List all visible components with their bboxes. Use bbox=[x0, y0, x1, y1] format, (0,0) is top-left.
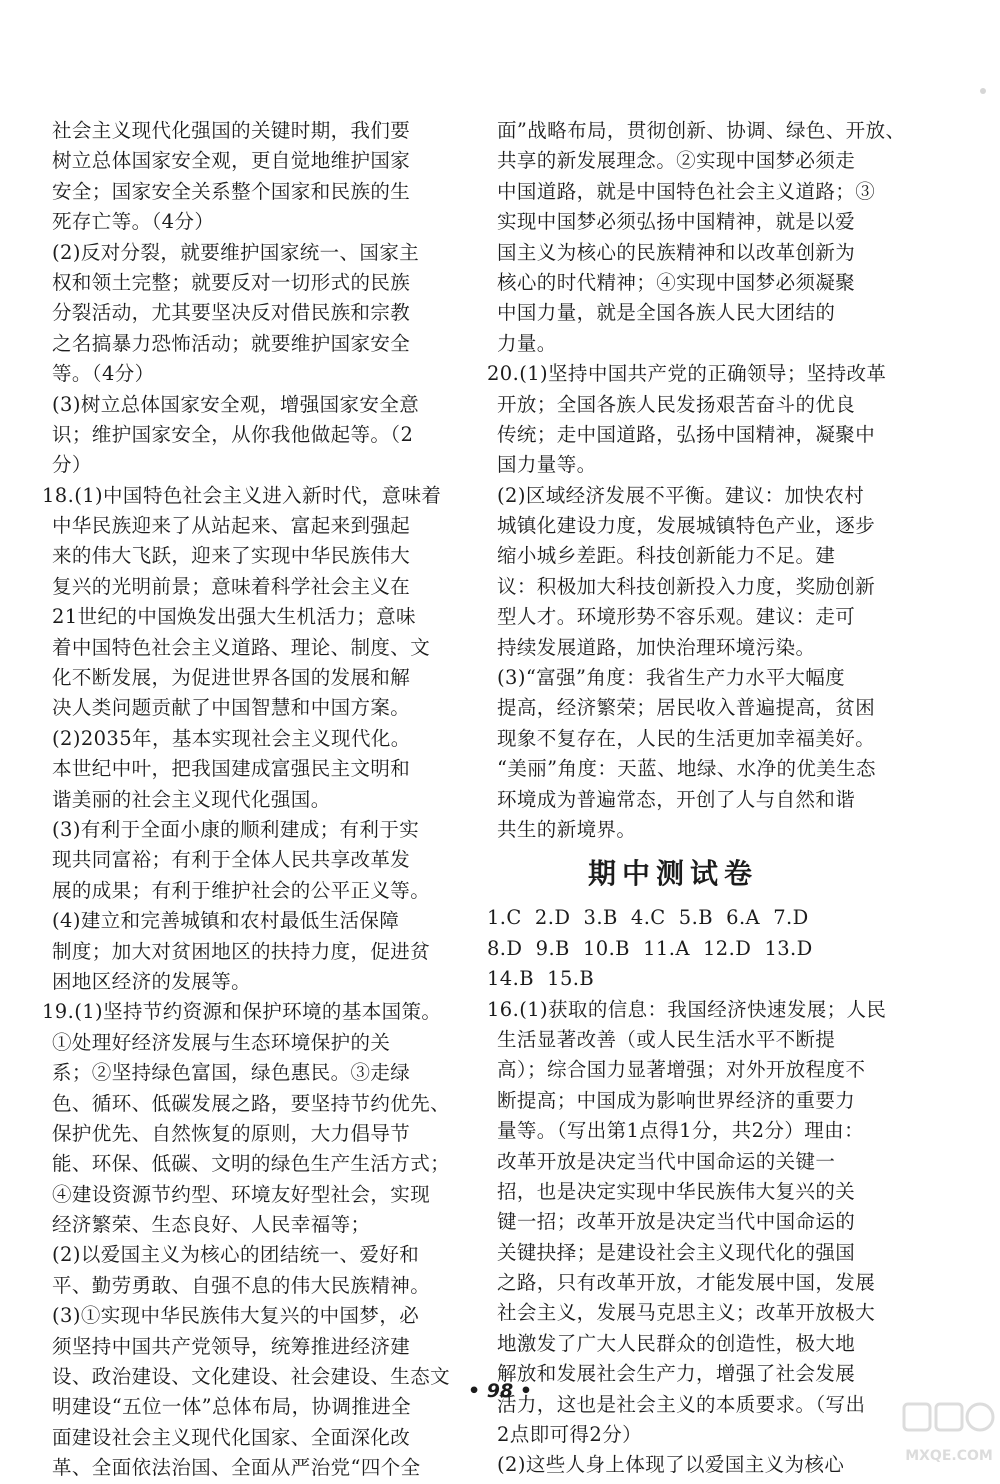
left-column-line: ④建设资源节约型、环境友好型社会，实现 bbox=[52, 1182, 431, 1206]
left-column-line: (3)树立总体国家安全观，增强国家安全意 bbox=[52, 392, 420, 416]
scan-speck bbox=[980, 88, 986, 94]
page-number: • 98 • bbox=[468, 1380, 532, 1402]
right-column-top-line: 国主义为核心的民族精神和以改革创新为 bbox=[497, 240, 856, 264]
section-title: 期中测试卷 bbox=[587, 857, 758, 891]
left-column-line: 经济繁荣、生态良好、人民幸福等； bbox=[52, 1213, 371, 1237]
watermark-logo bbox=[900, 1400, 998, 1468]
right-column-top-line: 20.(1)坚持中国共产党的正确领导；坚持改革 bbox=[487, 362, 887, 386]
left-column-line: 革、全面依法治国、全面从严治党“四个全 bbox=[52, 1456, 421, 1480]
right-column-bottom-line: 键一招；改革开放是决定当代中国命运的 bbox=[497, 1210, 856, 1234]
right-column-top-line: 传统；走中国道路，弘扬中国精神，凝聚中 bbox=[497, 422, 876, 446]
right-column-top-line: 缩小城乡差距。科技创新能力不足。建 bbox=[497, 544, 836, 568]
right-column-bottom-line: 2点即可得2分） bbox=[497, 1423, 643, 1447]
left-column-line: (2)反对分裂，就要维护国家统一、国家主 bbox=[52, 240, 420, 264]
left-column-line: 保护优先、自然恢复的原则，大力倡导节 bbox=[52, 1121, 411, 1145]
right-column-top-line: (2)区域经济发展不平衡。建议：加快农村 bbox=[497, 483, 865, 507]
right-column-top-line: 核心的时代精神；④实现中国梦必须凝聚 bbox=[497, 270, 856, 294]
right-column-top-line: 开放；全国各族人民发扬艰苦奋斗的优良 bbox=[497, 392, 856, 416]
right-column-bottom-line: 断提高；中国成为影响世界经济的重要力 bbox=[497, 1088, 856, 1112]
left-column-line: 平、勤劳勇敢、自强不息的伟大民族精神。 bbox=[52, 1273, 431, 1297]
left-column-line: 来的伟大飞跃，迎来了实现中华民族伟大 bbox=[52, 544, 411, 568]
left-column-line: 21世纪的中国焕发出强大生机活力；意味 bbox=[52, 605, 416, 629]
left-column-line: 面建设社会主义现代化国家、全面深化改 bbox=[52, 1425, 411, 1449]
left-column-line: 权和领土完整；就要反对一切形式的民族 bbox=[52, 270, 411, 294]
right-column-bottom-line: 8.D 9.B 10.B 11.A 12.D 13.D bbox=[487, 936, 813, 960]
right-column-top-line: (3)“富强”角度：我省生产力水平大幅度 bbox=[497, 666, 846, 690]
right-column-bottom-line: 地激发了广大人民群众的创造性，极大地 bbox=[497, 1331, 856, 1355]
left-column-line: (4)建立和完善城镇和农村最低生活保障 bbox=[52, 909, 400, 933]
left-column-line: 本世纪中叶，把我国建成富强民主文明和 bbox=[52, 757, 411, 781]
right-column-top-line: 提高，经济繁荣；居民收入普遍提高，贫困 bbox=[497, 696, 876, 720]
right-column-top-line: 环境成为普遍常态，开创了人与自然和谐 bbox=[497, 787, 856, 811]
right-column-top-line: 中国道路，就是中国特色社会主义道路；③ bbox=[497, 179, 876, 203]
right-column bbox=[487, 116, 906, 1481]
left-column-line: 设、政治建设、文化建设、社会建设、生态文 bbox=[52, 1365, 451, 1389]
right-column-top-line: 中国力量，就是全国各族人民大团结的 bbox=[497, 301, 836, 325]
watermark-text: MXQE.COM bbox=[905, 1448, 993, 1464]
right-column-bottom-line: 之路，只有改革开放，才能发展中国，发展 bbox=[497, 1271, 876, 1295]
left-column-line: (3)有利于全面小康的顺利建成；有利于实 bbox=[52, 817, 420, 841]
left-column-line: 社会主义现代化强国的关键时期，我们要 bbox=[52, 119, 411, 142]
left-column-line: (2)2035年，基本实现社会主义现代化。 bbox=[52, 726, 411, 750]
left-column-line: 等。（4分） bbox=[52, 362, 155, 386]
left-column-line: 展的成果；有利于维护社会的公平正义等。 bbox=[52, 878, 431, 902]
right-column-top-line: 力量。 bbox=[497, 331, 557, 355]
left-column-line: 19.(1)坚持节约资源和保护环境的基本国策。 bbox=[42, 1000, 442, 1024]
left-column-line: 中华民族迎来了从站起来、富起来到强起 bbox=[52, 514, 411, 538]
left-column-line: 色、循环、低碳发展之路，要坚持节约优先、 bbox=[52, 1091, 451, 1115]
right-column-top-line: 面”战略布局，贯彻创新、协调、绿色、开放、 bbox=[497, 119, 906, 142]
left-column-line: 之名搞暴力恐怖活动；就要维护国家安全 bbox=[52, 331, 411, 355]
left-column-line: 复兴的光明前景；意味着科学社会主义在 bbox=[52, 574, 411, 598]
right-column-top-line: 共生的新境界。 bbox=[497, 817, 637, 841]
right-column-answers-top bbox=[487, 116, 906, 845]
right-column-bottom-line: 高）；综合国力显著增强；对外开放程度不 bbox=[497, 1058, 866, 1082]
right-column-top-line: 城镇化建设力度，发展城镇特色产业，逐步 bbox=[497, 514, 876, 538]
right-column-bottom-line: 量等。（写出第1点得1分，共2分）理由： bbox=[497, 1119, 864, 1143]
right-column-top-line: 持续发展道路，加快治理环境污染。 bbox=[497, 635, 816, 659]
right-column-bottom-line: 社会主义，发展马克思主义；改革开放极大 bbox=[497, 1301, 876, 1325]
left-column-line: 决人类问题贡献了中国智慧和中国方案。 bbox=[52, 696, 411, 720]
left-column-line: 系；②坚持绿色富国，绿色惠民。③走绿 bbox=[52, 1061, 411, 1085]
left-column-line: (2)以爱国主义为核心的团结统一、爱好和 bbox=[52, 1243, 420, 1267]
right-column-bottom-line: 16.(1)获取的信息：我国经济快速发展；人民 bbox=[487, 997, 887, 1021]
right-column-top-line: 国力量等。 bbox=[497, 453, 597, 477]
right-column-bottom-line: 关键抉择；是建设社会主义现代化的强国 bbox=[497, 1240, 856, 1264]
left-column-line: 制度；加大对贫困地区的扶持力度，促进贫 bbox=[52, 939, 431, 963]
left-column-line: 能、环保、低碳、文明的绿色生产生活方式； bbox=[52, 1152, 451, 1176]
left-column-line: 识；维护国家安全，从你我他做起等。（2 bbox=[52, 422, 414, 446]
left-column-line: 分） bbox=[52, 453, 92, 477]
right-column-bottom-line: 14.B 15.B bbox=[487, 967, 595, 991]
left-column-line: 安全；国家安全关系整个国家和民族的生 bbox=[52, 179, 411, 203]
left-column-line: 谐美丽的社会主义现代化强国。 bbox=[52, 787, 331, 811]
right-column-top-line: 议：积极加大科技创新投入力度，奖励创新 bbox=[497, 574, 876, 598]
right-column-top-line: 共享的新发展理念。②实现中国梦必须走 bbox=[497, 149, 856, 173]
right-column-bottom-line: 1.C 2.D 3.B 4.C 5.B 6.A 7.D bbox=[487, 906, 809, 930]
left-column-line: 化不断发展，为促进世界各国的发展和解 bbox=[52, 666, 411, 690]
left-column-line: 着中国特色社会主义道路、理论、制度、文 bbox=[52, 635, 431, 659]
right-column-bottom-line: 招，也是决定实现中华民族伟大复兴的关 bbox=[497, 1179, 856, 1203]
left-column-line: (3)①实现中华民族伟大复兴的中国梦，必 bbox=[52, 1304, 420, 1328]
left-column-line: 现共同富裕；有利于全体人民共享改革发 bbox=[52, 848, 411, 872]
left-column-line: 困地区经济的发展等。 bbox=[52, 969, 252, 993]
left-column-line: 须坚持中国共产党领导，统筹推进经济建 bbox=[52, 1334, 411, 1358]
right-column-bottom-line: 生活显著改善（或人民生活水平不断提 bbox=[497, 1027, 836, 1051]
right-column-top-line: “美丽”角度：天蓝、地绿、水净的优美生态 bbox=[497, 757, 876, 781]
right-column-bottom-line: 解放和发展社会生产力，增强了社会发展 bbox=[497, 1362, 856, 1386]
left-column bbox=[42, 116, 451, 1484]
right-column-top-line: 型人才。环境形势不容乐观。建议：走可 bbox=[497, 605, 856, 629]
left-column-line: 18.(1)中国特色社会主义进入新时代，意味着 bbox=[42, 483, 442, 507]
right-column-bottom-line: 改革开放是决定当代中国命运的关键一 bbox=[497, 1149, 836, 1173]
right-column-top-line: 实现中国梦必须弘扬中国精神，就是以爱 bbox=[497, 210, 856, 234]
left-column-line: 分裂活动，尤其要坚决反对借民族和宗教 bbox=[52, 301, 411, 325]
right-column-bottom-line: (2)这些人身上体现了以爱国主义为核心 bbox=[497, 1453, 845, 1477]
right-column-bottom-line: 活力，这也是社会主义的本质要求。（写出 bbox=[497, 1392, 866, 1416]
left-column-line: 树立总体国家安全观，更自觉地维护国家 bbox=[52, 149, 411, 173]
left-column-line: 明建设“五位一体”总体布局，协调推进全 bbox=[52, 1395, 412, 1419]
right-column-top-line: 现象不复存在，人民的生活更加幸福美好。 bbox=[497, 726, 876, 750]
left-column-line: ①处理好经济发展与生态环境保护的关 bbox=[52, 1030, 391, 1054]
left-column-line: 死存亡等。（4分） bbox=[52, 210, 215, 234]
